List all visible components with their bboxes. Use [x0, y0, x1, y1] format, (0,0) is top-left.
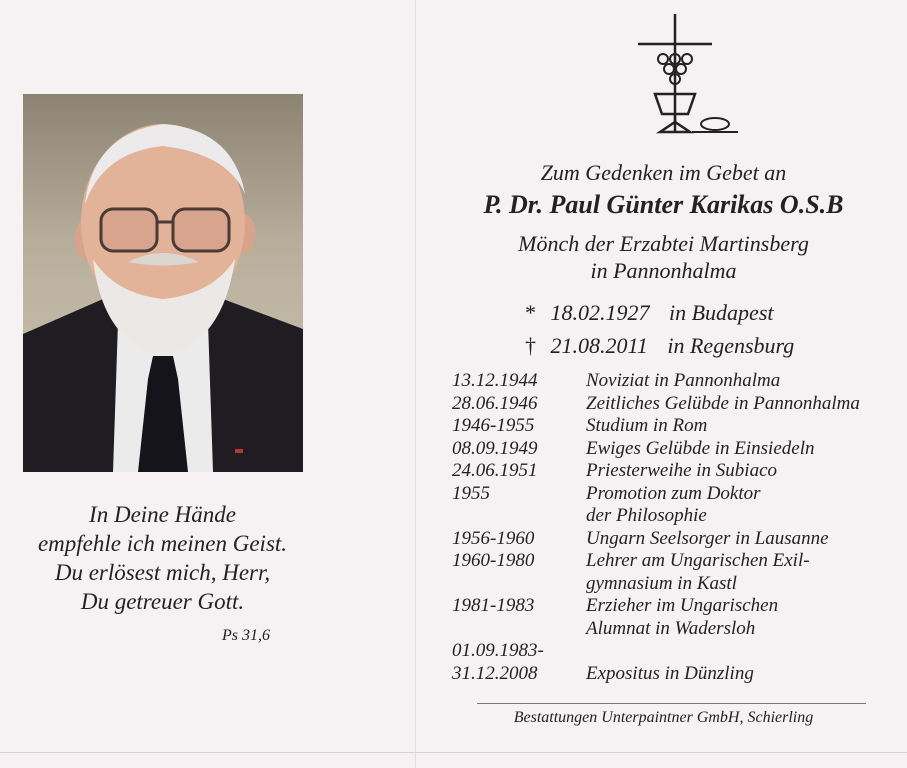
timeline-text: Priesterweihe in Subiaco — [586, 460, 778, 481]
timeline-date: 08.09.1949 — [452, 437, 538, 459]
timeline-text: Ungarn Seelsorger in Lausanne — [586, 527, 829, 549]
timeline-text: Ewiges Gelübde in Einsiedeln — [586, 437, 815, 459]
death-cross-icon: † — [525, 333, 536, 358]
timeline-row — [452, 573, 902, 596]
timeline-row — [452, 528, 902, 551]
timeline-row — [452, 640, 902, 663]
card-fold — [415, 0, 416, 768]
timeline-row — [452, 663, 902, 686]
prayer-verse — [0, 500, 325, 616]
timeline-row — [452, 438, 902, 461]
death-date: 21.08.2011 — [550, 333, 648, 358]
portrait-photo — [23, 94, 303, 472]
timeline-text: Studium in Rom — [586, 415, 708, 436]
timeline-date: 1960-1980 — [452, 550, 535, 571]
undertaker-credit: Bestattungen Unterpaintner GmbH, Schierling — [513, 709, 814, 726]
timeline-date: 31.12.2008 — [452, 662, 538, 684]
timeline-date: 1956-1960 — [452, 527, 535, 549]
timeline-text: Zeitliches Gelübde in Pannonhalma — [586, 392, 860, 414]
timeline-date: 28.06.1946 — [452, 392, 538, 414]
timeline-row — [452, 460, 902, 483]
psalm-reference: Ps 31,6 — [222, 627, 270, 644]
timeline-text: Noviziat in Pannonhalma — [586, 370, 781, 391]
timeline-date: 13.12.1944 — [452, 370, 538, 391]
biography-timeline — [452, 370, 902, 685]
timeline-row — [452, 595, 902, 618]
timeline-row — [452, 393, 902, 416]
card-edge — [0, 752, 907, 753]
birth-date: 18.02.1927 — [550, 300, 650, 325]
timeline-text: Erzieher im Ungarischen — [586, 595, 779, 616]
birth-line — [525, 300, 774, 326]
memorial-heading: Zum Gedenken im Gebet an — [540, 160, 787, 185]
deceased-name: P. Dr. Paul Günter Karikas O.S.B — [483, 190, 844, 219]
timeline-text: der Philosophie — [586, 505, 707, 526]
footer-divider — [477, 703, 866, 704]
portrait-illustration — [23, 94, 303, 472]
timeline-text: Expositus in Dünzling — [586, 662, 754, 684]
timeline-text: gymnasium in Kastl — [586, 572, 737, 594]
death-line — [525, 333, 794, 359]
timeline-row — [452, 483, 902, 506]
timeline-row — [452, 550, 902, 573]
timeline-text: Promotion zum Doktor — [586, 482, 761, 504]
timeline-row — [452, 370, 902, 393]
prayer-line: Du getreuer Gott. — [80, 589, 245, 614]
role-line-1: Mönch der Erzabtei Martinsberg — [518, 231, 809, 256]
prayer-line: empfehle ich meinen Geist. — [37, 531, 288, 556]
timeline-date: 01.09.1983- — [452, 640, 544, 661]
timeline-row — [452, 505, 902, 528]
timeline-date: 24.06.1951 — [452, 460, 538, 481]
role-line-2: in Pannonhalma — [590, 258, 737, 283]
timeline-row — [452, 618, 902, 641]
cross-chalice-icon — [630, 14, 740, 138]
timeline-date: 1981-1983 — [452, 595, 535, 616]
timeline-date: 1955 — [452, 482, 490, 504]
timeline-text: Lehrer am Ungarischen Exil- — [586, 550, 810, 571]
birth-place: in Budapest — [669, 300, 774, 325]
birth-star-icon: * — [525, 300, 536, 325]
prayer-line: In Deine Hände — [89, 502, 236, 527]
death-place: in Regensburg — [667, 333, 795, 358]
prayer-line: Du erlösest mich, Herr, — [54, 560, 271, 585]
timeline-row — [452, 415, 902, 438]
timeline-text: Alumnat in Wadersloh — [586, 617, 756, 639]
timeline-date: 1946-1955 — [452, 415, 535, 436]
